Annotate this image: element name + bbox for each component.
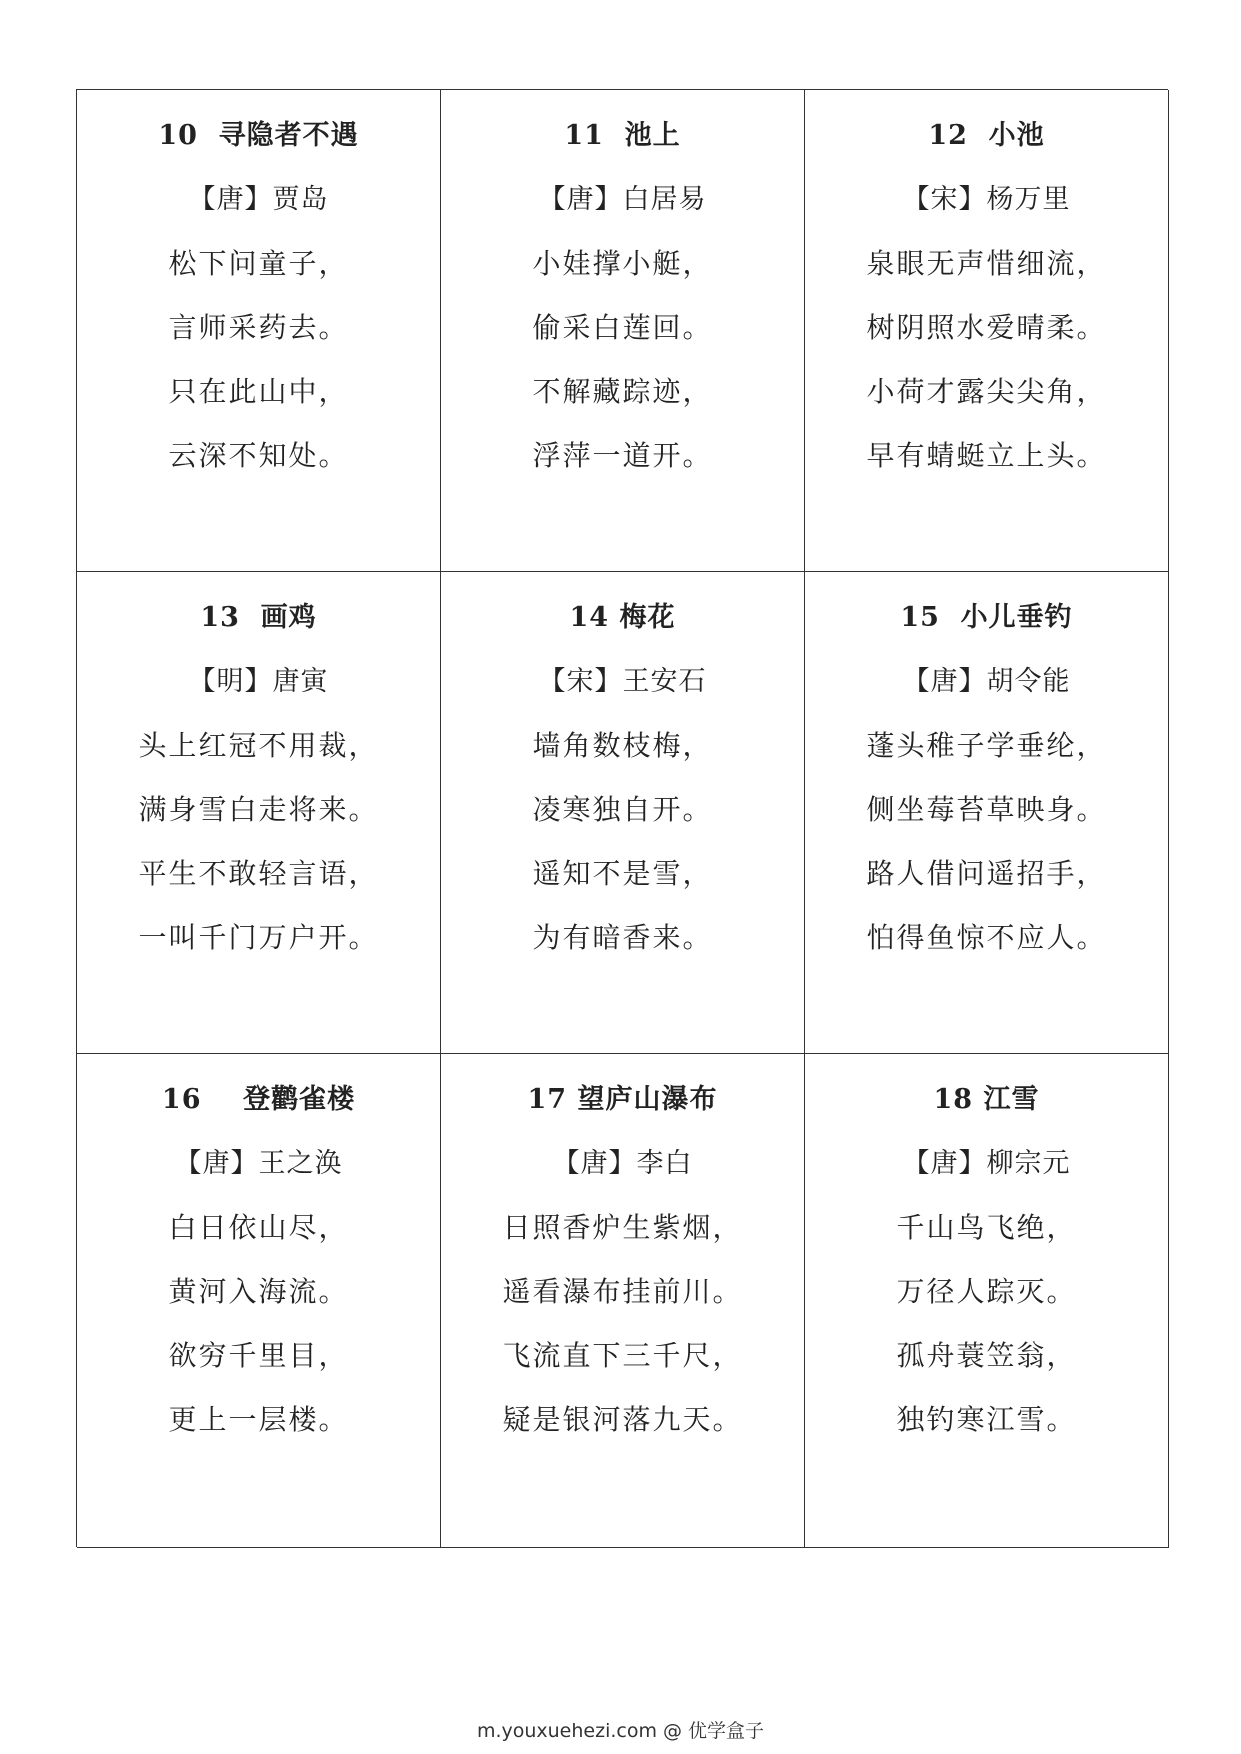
poem-cell-12 [805,90,1169,572]
poem-cell-16 [77,1054,441,1548]
poem-author: 【宋】杨万里 [902,184,1071,215]
poem-line: 只在此山中， [168,375,349,408]
poem-cell-14 [441,572,805,1054]
poem-line: 日照香炉生紫烟， [502,1211,743,1244]
poem-title: 10 寻隐者不遇 [158,120,359,151]
poem-line: 蓬头稚子学垂纶， [866,729,1107,762]
poem-line: 为有暗香来。 [532,921,713,954]
poem-author: 【宋】王安石 [538,666,707,697]
poem-line: 头上红冠不用裁， [138,729,379,762]
poem-line: 树阴照水爱晴柔。 [866,311,1107,344]
poem-cell-15 [805,572,1169,1054]
poem-body [441,586,804,970]
poem-line: 怕得鱼惊不应人。 [866,921,1107,954]
poem-lines [168,1196,348,1452]
poem-line: 言师采药去。 [168,311,349,344]
poem-lines [866,714,1106,970]
poem-author: 【唐】柳宗元 [902,1148,1071,1179]
poem-author: 【明】唐寅 [188,666,329,697]
poem-title: 12 小池 [928,120,1045,151]
poem-line: 更上一层楼。 [168,1403,349,1436]
poem-table [76,89,1168,1547]
poem-line: 欲穷千里目， [168,1339,349,1372]
poem-line: 独钓寒江雪。 [896,1403,1077,1436]
poem-line: 黄河入海流。 [168,1275,349,1308]
poem-line: 白日依山尽， [168,1211,349,1244]
poem-line: 满身雪白走将来。 [138,793,379,826]
poem-author: 【唐】王之涣 [174,1148,343,1179]
poem-lines [866,232,1106,488]
poem-author: 【唐】李白 [552,1148,693,1179]
poem-body [805,586,1168,970]
poem-body [77,1068,440,1452]
poem-cell-17 [441,1054,805,1548]
poem-lines [532,232,712,488]
poem-body [805,1068,1168,1452]
poem-lines [896,1196,1076,1452]
poem-line: 遥知不是雪， [532,857,713,890]
poem-line: 小娃撑小艇， [532,247,713,280]
poem-title: 16 登鹳雀楼 [161,1084,356,1115]
poem-lines [138,714,378,970]
poem-line: 偷采白莲回。 [532,311,713,344]
poem-body [77,104,440,488]
poem-title: 18 江雪 [933,1084,1040,1115]
poem-author: 【唐】白居易 [538,184,707,215]
poem-title: 11 池上 [564,120,681,151]
poem-line: 侧坐莓苔草映身。 [866,793,1107,826]
poem-line: 浮萍一道开。 [532,439,713,472]
poem-title: 17 望庐山瀑布 [527,1084,718,1115]
poem-title: 15 小儿垂钓 [900,602,1073,633]
poem-title: 14 梅花 [569,602,676,633]
poem-author: 【唐】胡令能 [902,666,1071,697]
poem-title: 13 画鸡 [200,602,317,633]
poem-line: 平生不敢轻言语， [138,857,379,890]
poem-cell-10 [77,90,441,572]
poem-line: 泉眼无声惜细流， [866,247,1107,280]
poem-cell-13 [77,572,441,1054]
poem-body [441,104,804,488]
poem-line: 飞流直下三千尺， [502,1339,743,1372]
poem-line: 孤舟蓑笠翁， [896,1339,1077,1372]
poem-lines [532,714,712,970]
poem-author: 【唐】贾岛 [188,184,329,215]
footer-watermark: m.youxuehezi.com @ 优学盒子 [476,1720,765,1742]
poem-body [441,1068,804,1452]
poem-line: 凌寒独自开。 [532,793,713,826]
poem-line: 遥看瀑布挂前川。 [502,1275,743,1308]
poem-line: 万径人踪灭。 [896,1275,1077,1308]
poem-lines [168,232,348,488]
poem-body [805,104,1168,488]
poem-line: 疑是银河落九天。 [502,1403,743,1436]
poem-line: 千山鸟飞绝， [896,1211,1077,1244]
poem-line: 松下问童子， [168,247,349,280]
poem-line: 不解藏踪迹， [532,375,713,408]
poem-lines [502,1196,742,1452]
poem-line: 路人借问遥招手， [866,857,1107,890]
poem-line: 墙角数枝梅， [532,729,713,762]
poem-cell-18 [805,1054,1169,1548]
poem-line: 早有蜻蜓立上头。 [866,439,1107,472]
poem-line: 云深不知处。 [168,439,349,472]
poem-cell-11 [441,90,805,572]
poem-body [77,586,440,970]
poem-line: 小荷才露尖尖角， [866,375,1107,408]
poem-line: 一叫千门万户开。 [138,921,379,954]
